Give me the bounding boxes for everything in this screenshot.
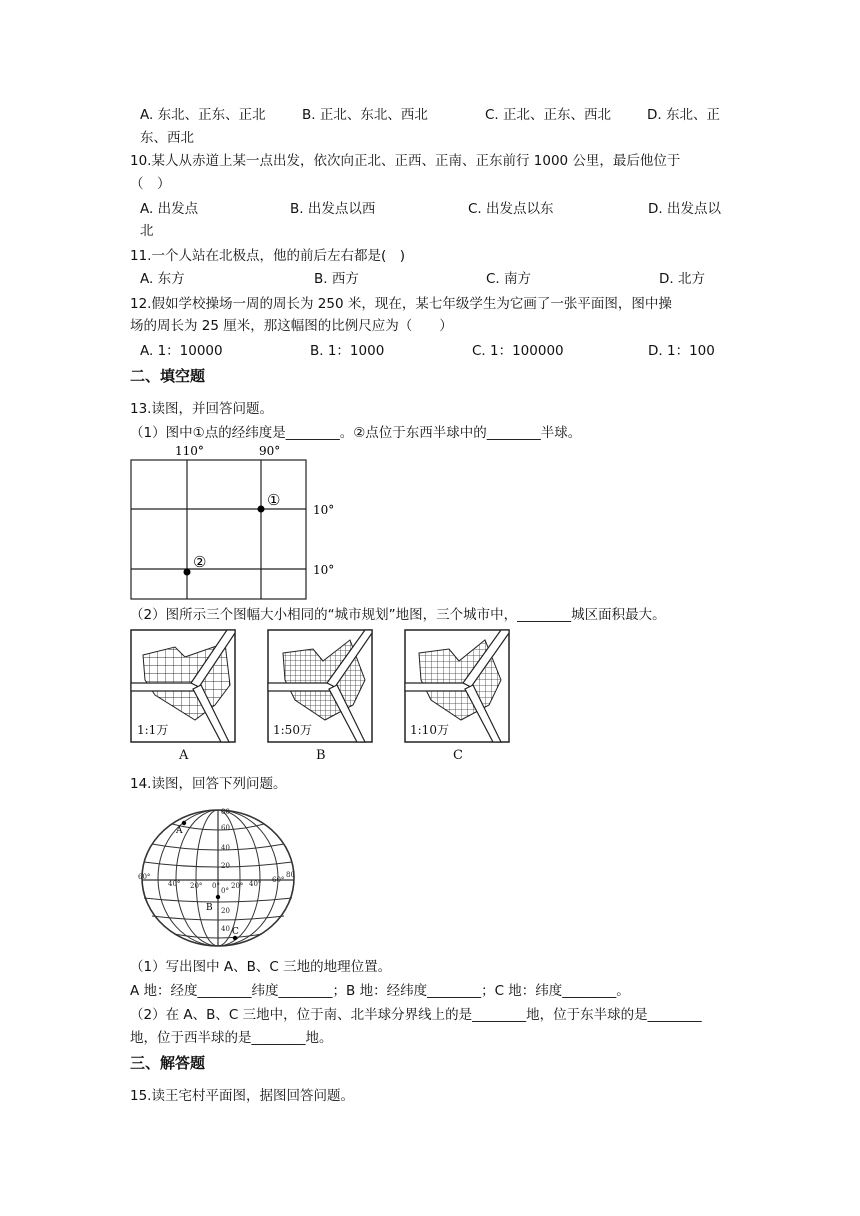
globe-figure	[132, 800, 304, 952]
q10-option-d: D. 出发点以	[648, 201, 721, 217]
lat-s20-label: 20	[221, 907, 230, 915]
q12-option-d: D. 1：100	[648, 343, 715, 359]
q12-stem: 12.假如学校操场一周的周长为 250 米，现在，某七年级学生为它画了一张平面图，图中操	[130, 296, 672, 312]
map-a-label: A	[179, 748, 189, 763]
q9-option-d-cont: 东、西北	[140, 130, 194, 146]
q9-option-d: D. 东北、正	[647, 107, 720, 123]
q11-option-a: A. 东方	[140, 271, 185, 287]
q14-stem: 14.读图，回答下列问题。	[130, 776, 287, 792]
q10-option-a: A. 出发点	[140, 201, 199, 217]
lon-80-label: 80	[286, 871, 295, 879]
q10-option-d-cont: 北	[140, 223, 154, 239]
q9-option-c: C. 正北、正东、西北	[485, 107, 612, 123]
lat-40-label: 40	[221, 844, 230, 852]
q9-option-a: A. 东北、正东、正北	[140, 107, 266, 123]
map-c-label: C	[453, 748, 463, 763]
lat-lon-grid-figure	[125, 442, 345, 604]
section-3-title: 三、解答题	[130, 1054, 206, 1072]
point-a-dot	[182, 821, 186, 825]
q10-stem: 10.某人从赤道上某一点出发，依次向正北、正西、正南、正东前行 1000 公里，最后他位于	[130, 153, 681, 169]
point-a-label: A	[176, 826, 183, 836]
lat-label-top: 10°	[313, 503, 335, 517]
lat-0-label: 0°	[221, 887, 229, 895]
q13-sub1: （1）图中①点的经纬度是________。②点位于东西半球中的________半球。	[130, 425, 582, 441]
lat-60-label: 60	[221, 824, 230, 832]
q10-stem-cont: （ ）	[130, 176, 171, 192]
q14-sub2-cont: 地，位于西半球的是________地。	[130, 1030, 333, 1046]
q10-option-c: C. 出发点以东	[468, 201, 554, 217]
city-maps-figure	[125, 625, 550, 770]
lon-40e-label: 40°	[249, 880, 262, 888]
q11-option-c: C. 南方	[486, 271, 532, 287]
point-2-dot	[184, 569, 191, 576]
q12-stem-cont: 场的周长为 25 厘米，那这幅图的比例尺应为（ ）	[130, 318, 453, 334]
q9-option-b: B. 正北、东北、西北	[302, 107, 428, 123]
q12-option-b: B. 1：1000	[310, 343, 385, 359]
lon-40w-label: 40°	[168, 880, 181, 888]
lat-80-label: 80	[221, 808, 230, 816]
lon-20e-label: 20°	[231, 882, 244, 890]
point-c-label: C	[232, 927, 239, 937]
map-a-scale: 1:1万	[137, 723, 169, 737]
q11-option-d: D. 北方	[659, 271, 705, 287]
point-1-dot	[258, 506, 265, 513]
lat-s40-label: 40	[221, 925, 230, 933]
lon-0-label: 0°	[212, 882, 220, 890]
q14-sub2: （2）在 A、B、C 三地中，位于南、北半球分界线上的是________地，位于东半球的是________	[130, 1007, 702, 1023]
q15-stem: 15.读王宅村平面图，据图回答问题。	[130, 1088, 354, 1104]
point-2-label: ②	[193, 553, 207, 571]
q10-option-b: B. 出发点以西	[290, 201, 376, 217]
point-b-dot	[216, 895, 220, 899]
lat-20-label: 20	[221, 862, 230, 870]
point-1-label: ①	[267, 491, 281, 509]
q12-option-c: C. 1：100000	[472, 343, 564, 359]
section-2-title: 二、填空题	[130, 367, 206, 385]
q13-stem: 13.读图，并回答问题。	[130, 401, 273, 417]
q12-option-a: A. 1：10000	[140, 343, 223, 359]
point-b-label: B	[206, 903, 213, 913]
lon-20w-label: 20°	[190, 882, 203, 890]
q13-sub2: （2）图所示三个图幅大小相同的“城市规划”地图，三个城市中，________城区面积最大。	[130, 607, 666, 623]
lon-label-90: 90°	[259, 444, 281, 458]
map-c-scale: 1:10万	[410, 723, 449, 737]
lon-60w-label: 60°	[138, 873, 151, 881]
lon-60e-label: 60°	[272, 876, 285, 884]
map-b-label: B	[316, 748, 326, 763]
q11-option-b: B. 西方	[314, 271, 359, 287]
lon-label-110: 110°	[175, 444, 204, 458]
q11-stem: 11.一个人站在北极点，他的前后左右都是( )	[130, 248, 406, 264]
q14-sub1-line: A 地：经度________纬度________；B 地：经纬度________；C 地：纬度________。	[130, 983, 630, 999]
q14-sub1: （1）写出图中 A、B、C 三地的地理位置。	[130, 959, 392, 975]
map-b-scale: 1:50万	[273, 723, 312, 737]
grid-border	[131, 460, 306, 599]
lat-label-bottom: 10°	[313, 563, 335, 577]
